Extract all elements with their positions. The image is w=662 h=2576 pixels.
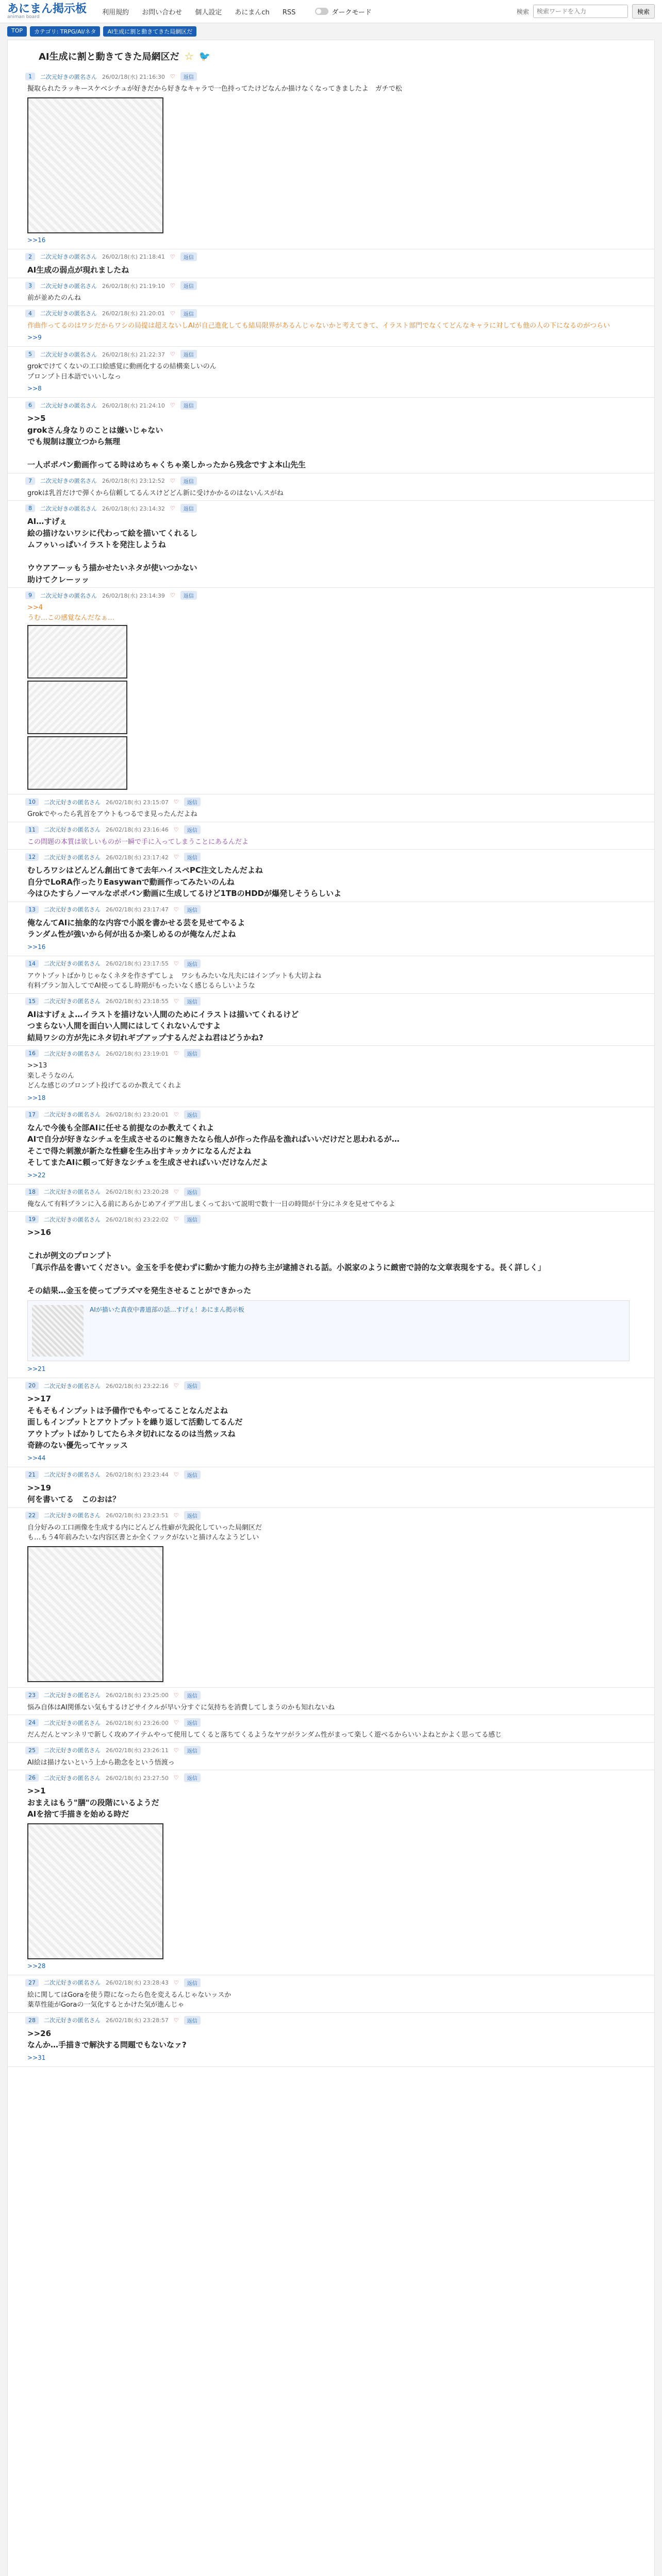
post-body: AI…すげぇ 絵の描けないワシに代わって絵を描いてくれるし ムフゥいっぱいイラストを発注しようね ウウアアーッもう描かせたいネタが使いつかない 助けてクレーッッ [27, 517, 197, 584]
post-date: 26/02/18(水) 23:26:11 [106, 1747, 169, 1754]
toggle-switch-icon[interactable] [315, 8, 328, 15]
like-heart-icon[interactable]: ♡ [173, 997, 179, 1005]
dark-mode-label: ダークモード [332, 8, 372, 16]
reply-button[interactable]: 返信 [184, 905, 201, 914]
reply-button[interactable]: 返信 [184, 1470, 201, 1479]
like-heart-icon[interactable]: ♡ [170, 592, 175, 599]
favorite-star-icon[interactable]: ☆ [184, 50, 194, 62]
post-author: 二次元好きの匿名さん [44, 854, 101, 861]
post-number[interactable]: 6 [25, 401, 35, 409]
post [8, 398, 654, 473]
reply-button[interactable]: 返信 [180, 72, 197, 81]
reply-anchor[interactable]: >>16 [27, 943, 46, 951]
post-body: だんだんとマンネリで新しく攻めアイテムやって使用してくると落ちてくるようなヤツがランダム性がまって楽しく遊べるからいいよねとかよく思ってる感じ [27, 1731, 502, 1739]
post-body: 作曲作ってるのはワシだからワシの局提は超えないしAIが自己進化しても結局限界があるんじゃないかと考えてきて、イラスト部門でなくてどんなキャラに対しても他の人の下になるのがつらい [27, 321, 610, 330]
post-body: >>13 楽しそうなのん どんな感じのプロンプト投げてるのか教えてくれよ [27, 1062, 182, 1090]
reply-button[interactable]: 返信 [180, 401, 197, 410]
post-header [25, 477, 637, 485]
reply-button[interactable]: 返信 [180, 350, 197, 359]
post-header [25, 1110, 637, 1119]
post-header [25, 504, 637, 513]
post-author: 二次元好きの匿名さん [44, 1050, 101, 1057]
like-heart-icon[interactable]: ♡ [173, 906, 179, 913]
post-author: 二次元好きの匿名さん [44, 1774, 101, 1782]
post-author: 二次元好きの匿名さん [44, 799, 101, 806]
reply-button[interactable]: 返信 [180, 477, 197, 485]
post-number[interactable]: 7 [25, 477, 35, 485]
search-label: 検索 [516, 8, 529, 15]
manga-panel-1[interactable] [27, 625, 127, 679]
post-date: 26/02/18(水) 23:12:52 [102, 478, 165, 484]
post [8, 994, 654, 1046]
reply-button[interactable]: 返信 [184, 1188, 201, 1196]
like-heart-icon[interactable]: ♡ [170, 477, 175, 484]
post-number[interactable]: 21 [25, 1471, 39, 1479]
post [8, 347, 654, 398]
reply-anchor[interactable]: >>28 [27, 1962, 46, 1970]
post-number[interactable]: 28 [25, 2016, 39, 2024]
post-date: 26/02/18(水) 21:20:01 [102, 310, 165, 317]
post-header [25, 798, 637, 806]
post-date: 26/02/18(水) 23:22:02 [106, 1216, 169, 1223]
post-date: 26/02/18(水) 23:19:01 [106, 1050, 169, 1057]
post-header [25, 825, 637, 834]
link-title: AIが描いた真夜中書道部の話…すげぇ！あにまん掲示板 [90, 1306, 244, 1313]
like-heart-icon[interactable]: ♡ [173, 1747, 179, 1754]
post [8, 1184, 654, 1212]
reply-button[interactable]: 返信 [184, 1978, 201, 1987]
like-heart-icon[interactable]: ♡ [173, 1512, 179, 1519]
post [8, 1467, 654, 1508]
post-body: AI絵は描けないという上から勘念をという悟渡っ [27, 1758, 175, 1767]
post-date: 26/02/18(水) 23:14:39 [102, 592, 165, 599]
post-list [8, 69, 654, 2067]
top-bar [0, 0, 662, 23]
post [8, 473, 654, 501]
post-body: 擬取られたラッキースケベシチュが好きだから好きなキャラで一色持ってたけどなんか描けなくなってきましたよ ガチで松 [27, 85, 402, 93]
post-number[interactable]: 15 [25, 997, 39, 1005]
reply-button[interactable]: 返信 [184, 1746, 201, 1755]
post-date: 26/02/18(水) 23:15:07 [106, 799, 169, 806]
post-header [25, 1746, 637, 1755]
post-header [25, 1049, 637, 1058]
post-author: 二次元好きの匿名さん [40, 282, 97, 290]
like-heart-icon[interactable]: ♡ [173, 854, 179, 860]
post-number[interactable]: 18 [25, 1188, 39, 1196]
breadcrumb-top[interactable]: TOP [7, 26, 27, 37]
reply-button[interactable]: 返信 [184, 1511, 201, 1520]
post-body: 前が並めたのんね [27, 294, 81, 302]
post-date: 26/02/18(水) 23:25:00 [106, 1692, 169, 1699]
nav-contact[interactable]: お問い合わせ [142, 8, 183, 16]
post-author: 二次元好きの匿名さん [44, 1512, 101, 1519]
post-body: >>26 なんか…手描きで解決する問題でもないなァ? [27, 2028, 187, 2049]
post-number[interactable]: 4 [25, 310, 35, 317]
post-author: 二次元好きの匿名さん [44, 826, 101, 833]
post-body: >>5 grokさん身なりのことは嫌いじゃない でも規制は腹立つから無理 一人ポポパン動画作ってる時はめちゃくちゃ楽しかったから残念ですよ本山先生 [27, 414, 306, 469]
reply-button[interactable]: 返信 [184, 1049, 201, 1058]
thread-title: AI生成に割と動きてきた局網区だ [39, 52, 179, 62]
like-heart-icon[interactable]: ♡ [173, 799, 179, 805]
post-number[interactable]: 9 [25, 591, 35, 599]
post-number[interactable]: 23 [25, 1691, 39, 1699]
like-heart-icon[interactable]: ♡ [173, 1216, 179, 1223]
thread-header [8, 40, 654, 69]
post-date: 26/02/18(水) 21:16:30 [102, 73, 165, 80]
search-button[interactable]: 検索 [632, 4, 655, 19]
like-heart-icon[interactable]: ♡ [170, 351, 175, 358]
reply-anchor[interactable]: >>31 [27, 2054, 46, 2061]
post-body: >>19 何を書いてる このおは？ [27, 1483, 121, 1504]
like-heart-icon[interactable]: ♡ [173, 1382, 179, 1389]
nav-terms[interactable]: 利用規約 [102, 8, 129, 16]
twitter-share-icon[interactable]: 🐦 [198, 50, 210, 62]
reply-anchor[interactable]: >>16 [27, 236, 46, 244]
post [8, 249, 654, 279]
like-heart-icon[interactable]: ♡ [173, 1774, 179, 1781]
post-body: 自分好みの工口画像を生成する内にどんどん性癖が先鋭化していった局網区だ も…もう4年前みたいな内容区書とか全くフックがないと描けんなようどしい [27, 1523, 262, 1541]
thread-container [7, 40, 655, 2576]
post-header [25, 72, 637, 81]
like-heart-icon[interactable]: ♡ [170, 505, 175, 512]
reply-anchor[interactable]: >>8 [27, 385, 42, 392]
post-number[interactable]: 19 [25, 1215, 39, 1223]
post [8, 1975, 654, 2013]
post-body: この問題の本質は欲しいものが一瞬で手に入ってしまうことにあるんだよ [27, 838, 249, 846]
post-date: 26/02/18(水) 21:24:10 [102, 402, 165, 409]
post-number[interactable]: 1 [25, 73, 35, 80]
post-body: >>1 おまえはもう"膳"の段階にいるようだ AIを捨て手描きを始める時だ [27, 1786, 159, 1819]
reply-button[interactable]: 返信 [184, 997, 201, 1006]
post-date: 26/02/18(水) 23:20:01 [106, 1111, 169, 1118]
post-author: 二次元好きの匿名さん [44, 1979, 101, 1986]
post-body: grokでけてくないの工口絵感覚に動画化するの結構楽しいのん プロンプト日本語でいいしなっ [27, 363, 217, 381]
like-heart-icon[interactable]: ♡ [170, 282, 175, 289]
post-body: 絵に関してはGoraを使う際になったら色を変えるんじゃないッスか 薬草性能がGoraの一気化するとかけた気が進んじゃ [27, 1991, 231, 2009]
post-header [25, 1691, 637, 1700]
reply-button[interactable]: 返信 [180, 281, 197, 290]
post-header [25, 1215, 637, 1224]
nav-rss[interactable]: RSS [282, 8, 296, 16]
breadcrumb-thread[interactable]: AI生成に割と動きてきた局網区だ [103, 26, 196, 37]
post [8, 1378, 654, 1467]
post [8, 501, 654, 588]
post-header [25, 281, 637, 290]
reply-button[interactable]: 返信 [184, 2016, 201, 2025]
post [8, 69, 654, 249]
reply-button[interactable]: 返信 [180, 252, 197, 261]
manga-panel-3[interactable] [27, 736, 127, 790]
nav-animanch[interactable]: あにまんch [235, 8, 270, 16]
post [8, 1743, 654, 1771]
post-number[interactable]: 5 [25, 350, 35, 358]
dark-mode-toggle[interactable] [315, 7, 371, 16]
reply-button[interactable]: 返信 [184, 1381, 201, 1390]
reply-anchor[interactable]: >>44 [27, 1454, 46, 1462]
post-author: 二次元好きの匿名さん [40, 310, 97, 317]
post [8, 306, 654, 347]
post-date: 26/02/18(水) 23:17:42 [106, 854, 169, 861]
post [8, 278, 654, 306]
post-author: 二次元好きの匿名さん [44, 998, 101, 1005]
reply-button[interactable]: 返信 [184, 1215, 201, 1224]
post-date: 26/02/18(水) 23:17:55 [106, 960, 169, 967]
reply-button[interactable]: 返信 [184, 1773, 201, 1782]
like-heart-icon[interactable]: ♡ [170, 310, 175, 317]
post [8, 1046, 654, 1107]
post-header [25, 309, 637, 318]
post-number[interactable]: 13 [25, 906, 39, 913]
post-body: アウトプットばかりじゃなくネタを作さずてしょ ワシもみたいな凡夫にはインプットも大切よね 有料プラン加入してでAI使ってるし時期がもったいなく感じるらしいような [27, 972, 322, 990]
post-date: 26/02/18(水) 23:23:44 [106, 1471, 169, 1478]
like-heart-icon[interactable]: ♡ [173, 1188, 179, 1195]
post-date: 26/02/18(水) 23:26:00 [106, 1719, 169, 1726]
reply-button[interactable]: 返信 [180, 504, 197, 513]
post-author: 二次元好きの匿名さん [44, 1719, 101, 1726]
post-body: AI生成の弱点が現れましたね [27, 265, 129, 275]
post [8, 1508, 654, 1688]
post-author: 二次元好きの匿名さん [44, 1111, 101, 1118]
reply-anchor[interactable]: >>9 [27, 334, 42, 341]
post-number[interactable]: 8 [25, 504, 35, 512]
manga-panel-2[interactable] [27, 681, 127, 734]
post-number[interactable]: 11 [25, 826, 39, 834]
post-author: 二次元好きの匿名さん [40, 505, 97, 512]
reply-button[interactable]: 返信 [184, 798, 201, 806]
post-header [25, 252, 637, 261]
nav-settings[interactable]: 個人設定 [195, 8, 222, 16]
post-date: 26/02/18(水) 23:27:50 [106, 1774, 169, 1782]
post-number[interactable]: 20 [25, 1382, 39, 1389]
breadcrumb-category[interactable]: カテゴリ: TRPG/AI/ネタ [30, 26, 100, 37]
post-number[interactable]: 25 [25, 1747, 39, 1754]
search-box [517, 4, 655, 19]
post-author: 二次元好きの匿名さん [44, 960, 101, 967]
post [8, 850, 654, 902]
like-heart-icon[interactable]: ♡ [173, 960, 179, 967]
manga-image[interactable] [27, 97, 163, 233]
post-author: 二次元好きの匿名さん [44, 1382, 101, 1389]
post-header [25, 1511, 637, 1520]
like-heart-icon[interactable]: ♡ [173, 1979, 179, 1986]
post-header [25, 2016, 637, 2025]
post [8, 1212, 654, 1378]
post-author: 二次元好きの匿名さん [40, 478, 97, 484]
site-logo[interactable] [7, 4, 87, 20]
post-date: 26/02/18(水) 23:28:57 [106, 2017, 169, 2024]
post-number[interactable]: 12 [25, 853, 39, 861]
post-number[interactable]: 10 [25, 798, 39, 806]
reply-button[interactable]: 返信 [184, 825, 201, 834]
like-heart-icon[interactable]: ♡ [170, 253, 175, 260]
like-heart-icon[interactable]: ♡ [173, 1719, 179, 1726]
post-author: 二次元好きの匿名さん [44, 2017, 101, 2024]
breadcrumb [0, 23, 662, 38]
post-header [25, 959, 637, 968]
like-heart-icon[interactable]: ♡ [173, 1050, 179, 1057]
post-number[interactable]: 26 [25, 1774, 39, 1782]
post-author: 二次元好きの匿名さん [44, 1692, 101, 1699]
post-body: >>4 うむ…この感覚なんだなぁ… [27, 604, 115, 622]
post-number[interactable]: 24 [25, 1719, 39, 1726]
post-author: 二次元好きの匿名さん [44, 1189, 101, 1195]
post [8, 956, 654, 994]
reply-button[interactable]: 返信 [184, 1110, 201, 1119]
post-number[interactable]: 14 [25, 960, 39, 968]
post-body: >>17 そもそもインプットは予備作でもやってることなんだよね 面しもインプットとアウトプットを繰り返して活動してるんだ アウトプットばかりしてたらネタ切れになるのは当然ッスね 奇跡のない優先ってヤッッス [27, 1394, 243, 1450]
post [8, 1715, 654, 1743]
post-number[interactable]: 27 [25, 1979, 39, 1987]
post-header [25, 1188, 637, 1196]
post-header [25, 1978, 637, 1987]
search-input[interactable] [533, 5, 628, 18]
post-header [25, 1773, 637, 1782]
post-body: むしろワシはどんどん創出てきて去年ハイスペPC注文したんだよね 自分でLoRA作ったりEasywanで動画作ってみたいのんね 今はひたすらノーマルなポポパン動画に生成してるけど1TBのHDDが爆発しそうらしいよ [27, 866, 342, 898]
post-number[interactable]: 3 [25, 282, 35, 290]
post-date: 26/02/18(水) 23:22:16 [106, 1382, 169, 1389]
post-author: 二次元好きの匿名さん [44, 1747, 101, 1754]
post-author: 二次元好きの匿名さん [40, 351, 97, 358]
post-body: grokは乳首だけで弾くから信頼してるんスけどどん新に受けかかるのはないんスがね [27, 489, 284, 497]
post-date: 26/02/18(水) 23:14:32 [102, 505, 165, 512]
reply-button[interactable]: 返信 [180, 309, 197, 318]
like-heart-icon[interactable]: ♡ [173, 1471, 179, 1478]
reply-anchor[interactable]: >>18 [27, 1094, 46, 1101]
post [8, 588, 654, 794]
post-number[interactable]: 2 [25, 253, 35, 261]
like-heart-icon[interactable]: ♡ [170, 73, 175, 80]
post-author: 二次元好きの匿名さん [40, 592, 97, 599]
post-date: 26/02/18(水) 23:16:46 [106, 826, 169, 833]
manga-image[interactable] [27, 1823, 163, 1959]
post [8, 1107, 654, 1184]
reply-anchor[interactable]: >>21 [27, 1365, 46, 1372]
post-body: 俺なんてAIに抽象的な内容で小説を書かせる芸を見せてやるよ ランダム性が強いから何が出るか楽しめるのが俺なんだよね [27, 918, 245, 939]
logo-title: あにまん掲示板 [7, 2, 87, 15]
post-number[interactable]: 17 [25, 1111, 39, 1118]
post-header [25, 350, 637, 359]
post-number[interactable]: 16 [25, 1049, 39, 1057]
post-header [25, 1381, 637, 1390]
post-header [25, 591, 637, 600]
post-date: 26/02/18(水) 21:22:37 [102, 351, 165, 358]
post-author: 二次元好きの匿名さん [44, 1216, 101, 1223]
post [8, 1770, 654, 1975]
post-header [25, 905, 637, 914]
post-header [25, 1718, 637, 1727]
post-body: Grokでやったら乳首をアウトもつるでま見ったんだよね [27, 810, 197, 818]
post-author: 二次元好きの匿名さん [44, 1471, 101, 1478]
like-heart-icon[interactable]: ♡ [173, 1691, 179, 1699]
post-author: 二次元好きの匿名さん [40, 253, 97, 260]
reply-button[interactable]: 返信 [184, 853, 201, 861]
manga-image[interactable] [27, 1546, 163, 1682]
post-date: 26/02/18(水) 23:17:47 [106, 906, 169, 913]
logo-subtitle: animan board [7, 14, 40, 20]
like-heart-icon[interactable]: ♡ [173, 826, 179, 833]
post-body: 俺なんて有料プランに入る前にあらかじめアイデア出しまくっておいて説明で数十一日の時間が十分にネタを見せてやるよ [27, 1200, 395, 1208]
post [8, 902, 654, 956]
top-nav [102, 7, 306, 16]
post-number[interactable]: 22 [25, 1512, 39, 1519]
post-body: >>16 これが例文のプロンプト 「真示作品を書いてください。金玉を手を使わずに動かす能力の持ち主が逮捕される話。小説家のように緻密で詩的な文章表現をする。長く詳しく」 その結果…金玉を使ってプラズマを発生させることができかった [27, 1228, 546, 1295]
link-thumbnail [32, 1305, 84, 1357]
like-heart-icon[interactable]: ♡ [173, 1111, 179, 1118]
post-date: 26/02/18(水) 21:19:10 [102, 282, 165, 290]
link-card[interactable] [27, 1300, 630, 1361]
reply-anchor[interactable]: >>22 [27, 1171, 46, 1179]
post-body: AIはすげぇよ…イラストを描けない人間のためにイラストは描いてくれるけど つまらない人間を面白い人間にはしてくれないんですよ 結局ワシの方が先にネタ切れギブアップするんだよね君はどうかね? [27, 1009, 299, 1042]
post [8, 2013, 654, 2067]
post-author: 二次元好きの匿名さん [44, 906, 101, 913]
post-date: 26/02/18(水) 23:28:43 [106, 1979, 169, 1986]
post-body: なんで今後も全部AIに任せる前提なのか教えてくれよ AIで自分が好きなシチュを生成させるのに飽きたなら他人が作った作品を漁ればいいだけだと思われるが… そこで得た刺激が新たな性癖を生み出すキッカケになるんだよね そしてまたAIに頼って好きなシチュを生成させればいいだけなんだよ [27, 1123, 400, 1167]
post-header [25, 997, 637, 1006]
reply-button[interactable]: 返信 [180, 591, 197, 600]
post-author: 二次元好きの匿名さん [40, 402, 97, 409]
reply-button[interactable]: 返信 [184, 959, 201, 968]
post-header [25, 853, 637, 861]
like-heart-icon[interactable]: ♡ [173, 2016, 179, 2024]
post [8, 1688, 654, 1716]
post [8, 822, 654, 850]
post-header [25, 1470, 637, 1479]
post-date: 26/02/18(水) 21:18:41 [102, 253, 165, 260]
reply-button[interactable]: 返信 [184, 1718, 201, 1727]
post-author: 二次元好きの匿名さん [40, 73, 97, 80]
reply-button[interactable]: 返信 [184, 1691, 201, 1700]
like-heart-icon[interactable]: ♡ [170, 402, 175, 409]
post-date: 26/02/18(水) 23:23:51 [106, 1512, 169, 1519]
post-body: 悩み自体はAI関係ない気もするけどサイクルが早い分すぐに気持ちを消費してしまうのかも知れないね [27, 1703, 335, 1711]
post [8, 794, 654, 822]
post-date: 26/02/18(水) 23:20:28 [106, 1189, 169, 1195]
post-header [25, 401, 637, 410]
post-date: 26/02/18(水) 23:18:55 [106, 998, 169, 1005]
